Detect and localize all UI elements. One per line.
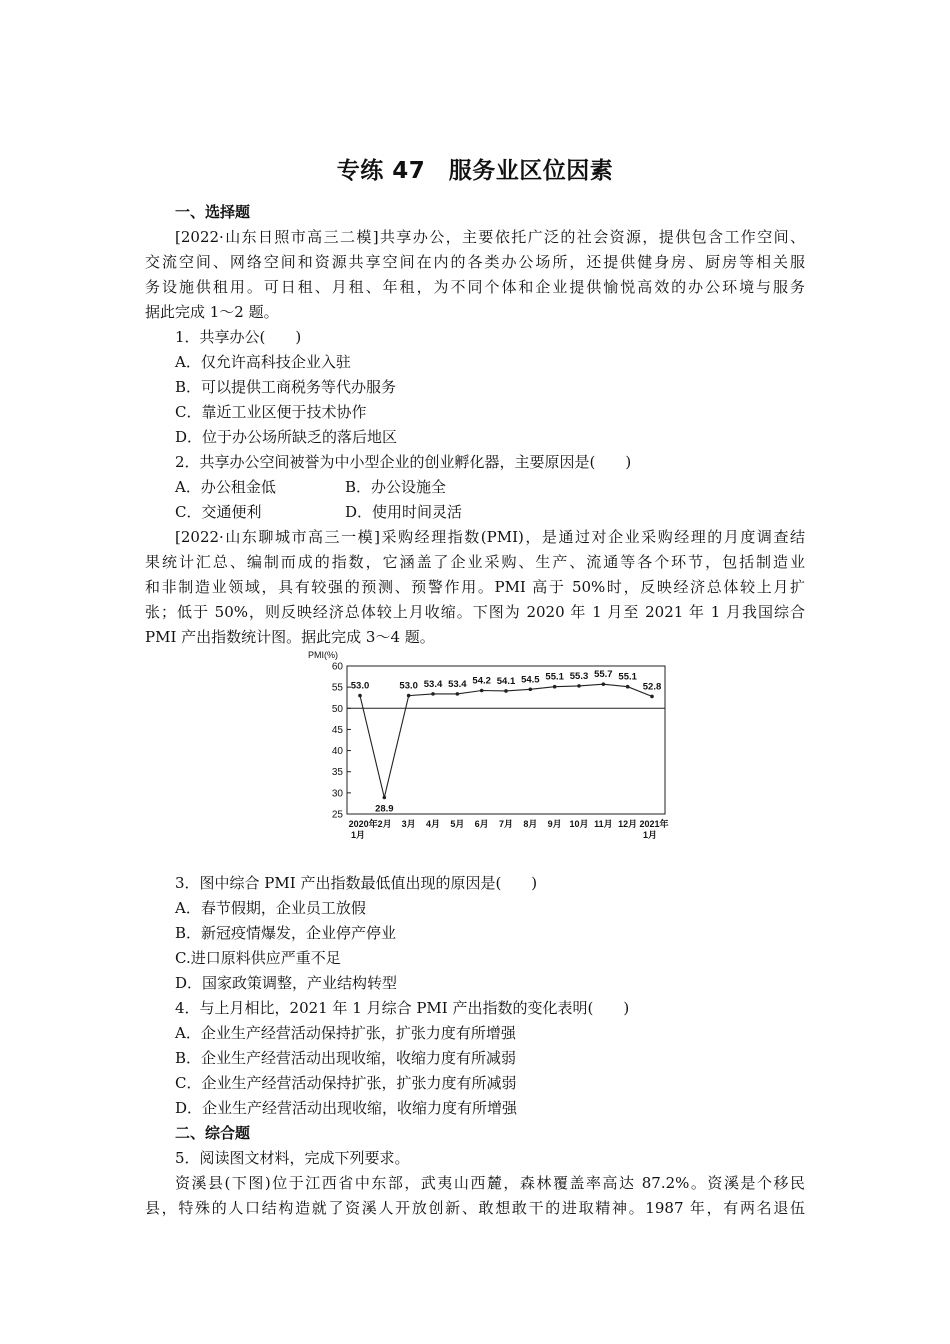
y-tick-label: 40 bbox=[331, 746, 343, 758]
question-5-stem: 5．阅读图文材料，完成下列要求。 bbox=[175, 1149, 410, 1167]
question-2-stem: 2．共享办公空间被誉为中小型企业的创业孵化器，主要原因是( ) bbox=[175, 453, 632, 471]
data-label: 53.4 bbox=[448, 678, 467, 690]
question-4-option-b: B．企业生产经营活动出现收缩，收缩力度有所减弱 bbox=[175, 1049, 517, 1067]
y-tick-label: 45 bbox=[331, 724, 343, 736]
page-title: 专练 47 服务业区位因素 bbox=[336, 158, 614, 184]
question-4-stem: 4．与上月相比，2021 年 1 月综合 PMI 产出指数的变化表明( ) bbox=[175, 999, 630, 1017]
x-tick-label: 10月 bbox=[569, 819, 589, 829]
x-tick-label: 3月 bbox=[401, 819, 416, 829]
data-point bbox=[602, 682, 606, 686]
data-point bbox=[504, 689, 508, 693]
data-point bbox=[456, 692, 460, 696]
y-tick-label: 50 bbox=[331, 703, 343, 715]
x-tick-label-second-line: 1月 bbox=[350, 830, 366, 840]
intro1-line: 务设施供租用。可日租、月租、年租，为不同个体和企业提供愉悦高效的办公环境与服务 bbox=[145, 278, 805, 296]
data-point bbox=[529, 687, 533, 691]
question-5-text-line: 资溪县(下图)位于江西省中东部，武夷山西麓，森林覆盖率高达 87.2%。资溪是个移民 bbox=[175, 1174, 805, 1192]
x-tick-label: 12月 bbox=[618, 819, 638, 829]
data-label: 52.8 bbox=[642, 681, 662, 693]
question-4-option-c: C．企业生产经营活动保持扩张，扩张力度有所减弱 bbox=[175, 1074, 517, 1092]
data-label: 53.0 bbox=[350, 680, 370, 692]
data-label: 55.1 bbox=[618, 671, 637, 683]
data-label: 54.5 bbox=[521, 674, 540, 686]
question-3-option-c: C.进口原料供应严重不足 bbox=[175, 949, 341, 967]
section-heading-comprehensive: 二、综合题 bbox=[175, 1124, 251, 1142]
intro1-line: 据此完成 1～2 题。 bbox=[145, 303, 279, 321]
x-tick-label: 5月 bbox=[450, 819, 465, 829]
question-3-option-a: A．春节假期，企业员工放假 bbox=[175, 899, 366, 917]
intro2-line: 果统计汇总、编制而成的指数，它涵盖了企业采购、生产、流通等各个环节，包括制造业 bbox=[145, 553, 805, 571]
question-5-text-line: 县，特殊的人口结构造就了资溪人开放创新、敢想敢干的进取精神。1987 年，有两名退伍 bbox=[145, 1199, 805, 1217]
x-tick-label: 9月 bbox=[547, 819, 562, 829]
question-3-option-b: B．新冠疫情爆发，企业停产停业 bbox=[175, 924, 397, 942]
data-label: 55.7 bbox=[594, 669, 613, 681]
intro2-line: PMI 产出指数统计图。据此完成 3～4 题。 bbox=[145, 628, 435, 646]
data-point bbox=[650, 695, 654, 699]
data-point bbox=[431, 692, 435, 696]
question-3-stem: 3．图中综合 PMI 产出指数最低值出现的原因是( ) bbox=[175, 874, 538, 892]
question-3-option-d: D．国家政策调整，产业结构转型 bbox=[175, 974, 398, 992]
question-2-option-b: B．办公设施全 bbox=[345, 478, 447, 496]
x-tick-label: 4月 bbox=[425, 819, 441, 829]
question-2-option-d: D．使用时间灵活 bbox=[345, 503, 463, 521]
data-label: 54.2 bbox=[472, 675, 491, 687]
x-tick-label: 8月 bbox=[523, 819, 538, 829]
data-point bbox=[407, 694, 411, 698]
question-1-option-c: C．靠近工业区便于技术协作 bbox=[175, 403, 367, 421]
question-4-option-a: A．企业生产经营活动保持扩张，扩张力度有所增强 bbox=[175, 1024, 516, 1042]
question-1-stem: 1．共享办公( ) bbox=[175, 328, 302, 346]
y-axis-label: PMI(%) bbox=[308, 650, 338, 660]
x-tick-label: 11月 bbox=[594, 819, 613, 829]
x-tick-label: 2020年2月 bbox=[348, 819, 392, 829]
data-point bbox=[480, 689, 484, 693]
question-2-option-a: A．办公租金低 bbox=[175, 478, 276, 496]
data-point bbox=[626, 685, 630, 689]
question-2-option-c: C．交通便利 bbox=[175, 503, 262, 521]
data-point bbox=[553, 685, 557, 689]
plot-frame bbox=[347, 666, 665, 814]
x-tick-label-second-line: 1月 bbox=[642, 830, 658, 840]
intro2-line: [2022·山东聊城市高三一模]采购经理指数(PMI)，是通过对企业采购经理的月度调查结 bbox=[175, 528, 805, 546]
pmi-line-chart bbox=[300, 648, 680, 848]
y-tick-label: 60 bbox=[331, 661, 343, 673]
intro2-line: 张；低于 50%，则反映经济总体较上月收缩。下图为 2020 年 1 月至 2021 年 1 月我国综合 bbox=[145, 603, 805, 621]
section-heading-choice: 一、选择题 bbox=[175, 203, 251, 221]
y-tick-label: 55 bbox=[331, 682, 343, 694]
question-4-option-d: D．企业生产经营活动出现收缩，收缩力度有所增强 bbox=[175, 1099, 518, 1117]
intro2-line: 和非制造业领域，具有较强的预测、预警作用。PMI 高于 50%时，反映经济总体较上月扩 bbox=[145, 578, 805, 596]
data-point bbox=[358, 694, 362, 698]
data-label: 55.1 bbox=[545, 671, 564, 683]
intro1-line: 交流空间、网络空间和资源共享空间在内的各类办公场所，还提供健身房、厨房等相关服 bbox=[145, 253, 805, 271]
data-point bbox=[383, 796, 387, 800]
x-tick-label: 2021年 bbox=[639, 819, 669, 829]
question-1-option-d: D．位于办公场所缺乏的落后地区 bbox=[175, 428, 398, 446]
question-1-option-a: A．仅允许高科技企业入驻 bbox=[175, 353, 351, 371]
intro1-line: [2022·山东日照市高三二模]共享办公，主要依托广泛的社会资源，提供包含工作空间、 bbox=[175, 228, 805, 246]
data-label: 53.0 bbox=[399, 680, 418, 692]
data-label: 54.1 bbox=[496, 675, 516, 687]
data-label: 28.9 bbox=[375, 803, 394, 815]
y-tick-label: 35 bbox=[331, 767, 343, 779]
y-tick-label: 30 bbox=[331, 788, 343, 800]
series-line bbox=[360, 684, 652, 797]
question-1-option-b: B．可以提供工商税务等代办服务 bbox=[175, 378, 397, 396]
data-label: 53.4 bbox=[423, 678, 443, 690]
data-label: 55.3 bbox=[569, 670, 589, 682]
data-point bbox=[577, 684, 581, 688]
y-tick-label: 25 bbox=[331, 809, 343, 821]
x-tick-label: 7月 bbox=[498, 819, 514, 829]
x-tick-label: 6月 bbox=[474, 819, 489, 829]
